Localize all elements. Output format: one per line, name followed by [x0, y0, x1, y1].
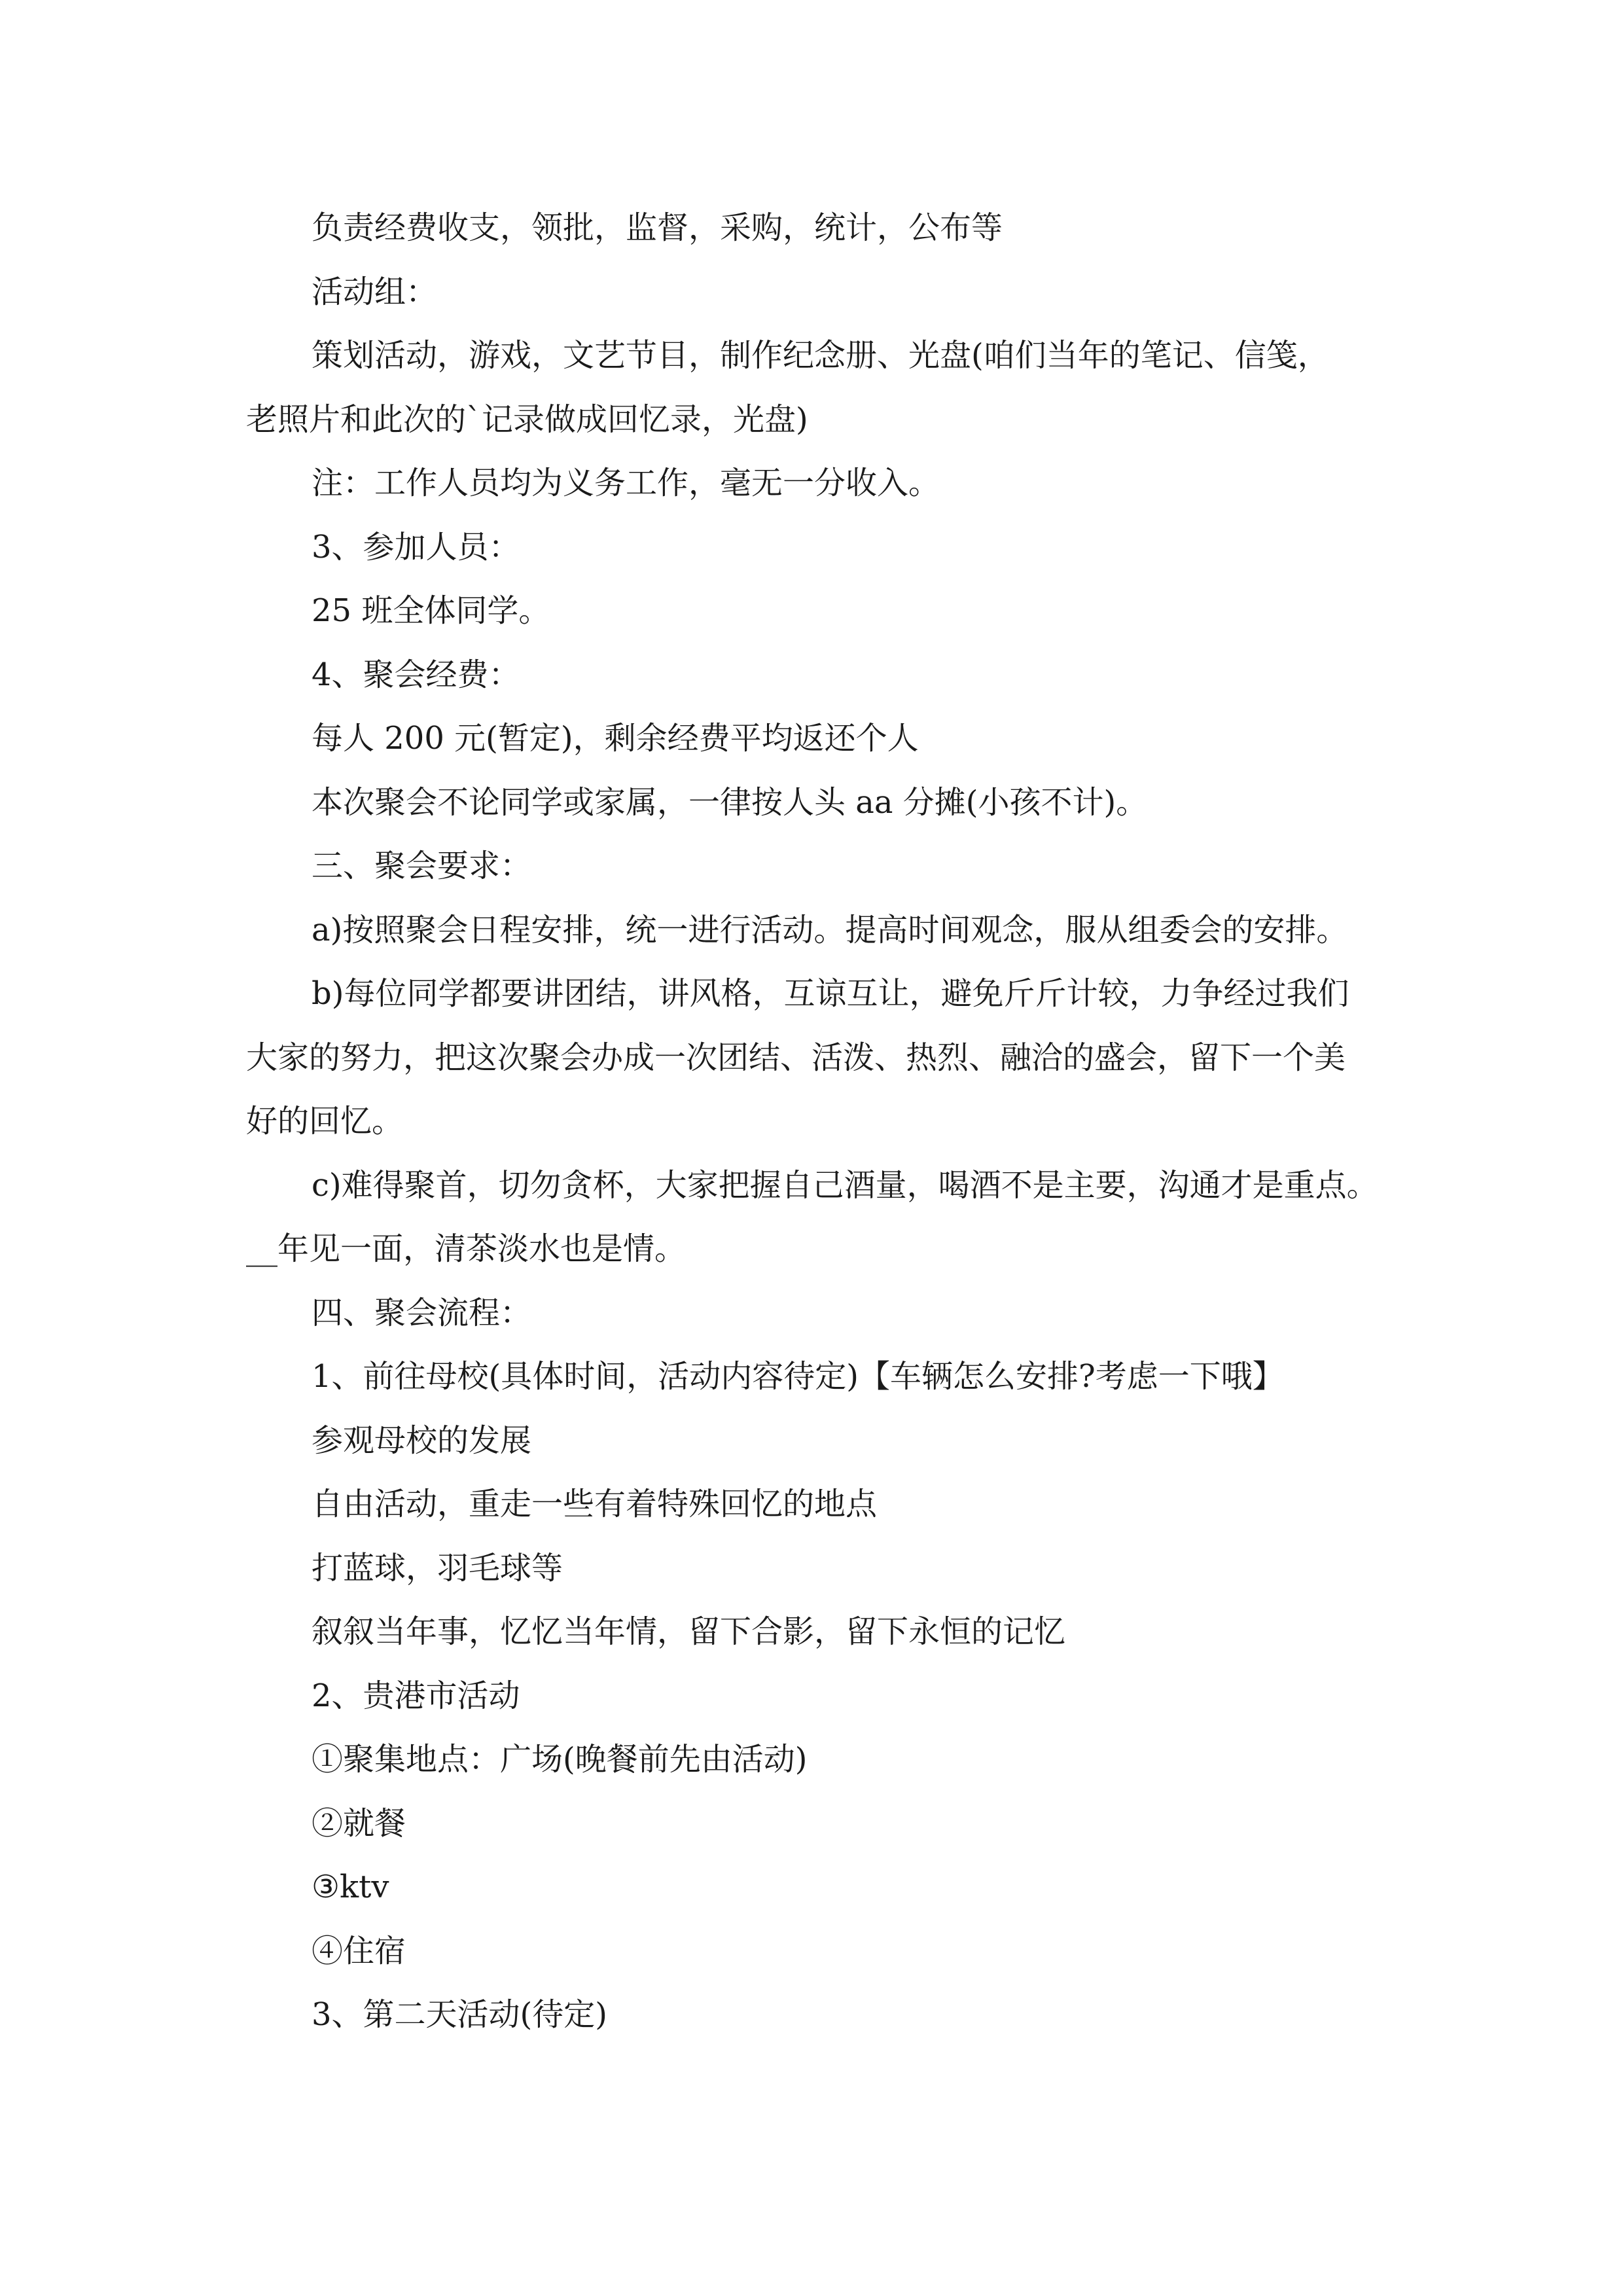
text-line: 1、前往母校(具体时间，活动内容待定)【车辆怎么安排?考虑一下哦】	[312, 1358, 1284, 1395]
text-line: b)每位同学都要讲团结，讲风格，互谅互让，避免斤斤计较，力争经过我们	[312, 975, 1349, 1012]
text-line: a)按照聚会日程安排，统一进行活动。提高时间观念，服从组委会的安排。	[312, 911, 1348, 948]
text-line: 负责经费收支，领批，监督，采购，统计，公布等	[312, 209, 1003, 246]
section-heading: 活动组：	[312, 273, 438, 310]
list-item: ④住宿	[312, 1932, 406, 1969]
list-item: 自由活动，重走一些有着特殊回忆的地点	[312, 1486, 878, 1522]
list-item: 打蓝球，羽毛球等	[312, 1549, 563, 1587]
text-line: 大家的努力，把这次聚会办成一次团结、活泼、热烈、融洽的盛会，留下一个美	[246, 1039, 1346, 1076]
note-line: 注：工作人员均为义务工作，毫无一分收入。	[312, 465, 940, 501]
list-item: ①聚集地点：广场(晚餐前先由活动)	[312, 1741, 808, 1778]
list-item: 参观母校的发展	[312, 1422, 532, 1459]
list-item: ③ktv	[312, 1869, 389, 1905]
text-line: 本次聚会不论同学或家属，一律按人头 aa 分摊(小孩不计)。	[312, 783, 1148, 821]
section-heading: 3、第二天活动(待定)	[312, 1996, 607, 2033]
section-heading: 三、聚会要求：	[312, 848, 532, 884]
text-line: 每人 200 元(暂定)，剩余经费平均返还个人	[312, 720, 919, 757]
text-line: __年见一面，清茶淡水也是情。	[246, 1230, 687, 1267]
text-line: c)难得聚首，切勿贪杯，大家把握自己酒量，喝酒不是主要，沟通才是重点。	[312, 1166, 1378, 1204]
document-body	[246, 196, 1398, 2047]
text-line: 老照片和此次的`记录做成回忆录，光盘)	[246, 401, 808, 438]
text-line: 好的回忆。	[246, 1103, 404, 1139]
section-heading: 4、聚会经费：	[312, 656, 520, 693]
text-line: 策划活动，游戏，文艺节目，制作纪念册、光盘(咱们当年的笔记、信笺，	[312, 337, 1329, 374]
section-heading: 四、聚会流程：	[312, 1294, 532, 1331]
section-heading: 3、参加人员：	[312, 528, 520, 565]
section-heading: 2、贵港市活动	[312, 1677, 520, 1714]
list-item: 叙叙当年事，忆忆当年情，留下合影，留下永恒的记忆	[312, 1613, 1066, 1650]
text-line: 25 班全体同学。	[312, 592, 550, 629]
list-item: ②就餐	[312, 1804, 406, 1842]
